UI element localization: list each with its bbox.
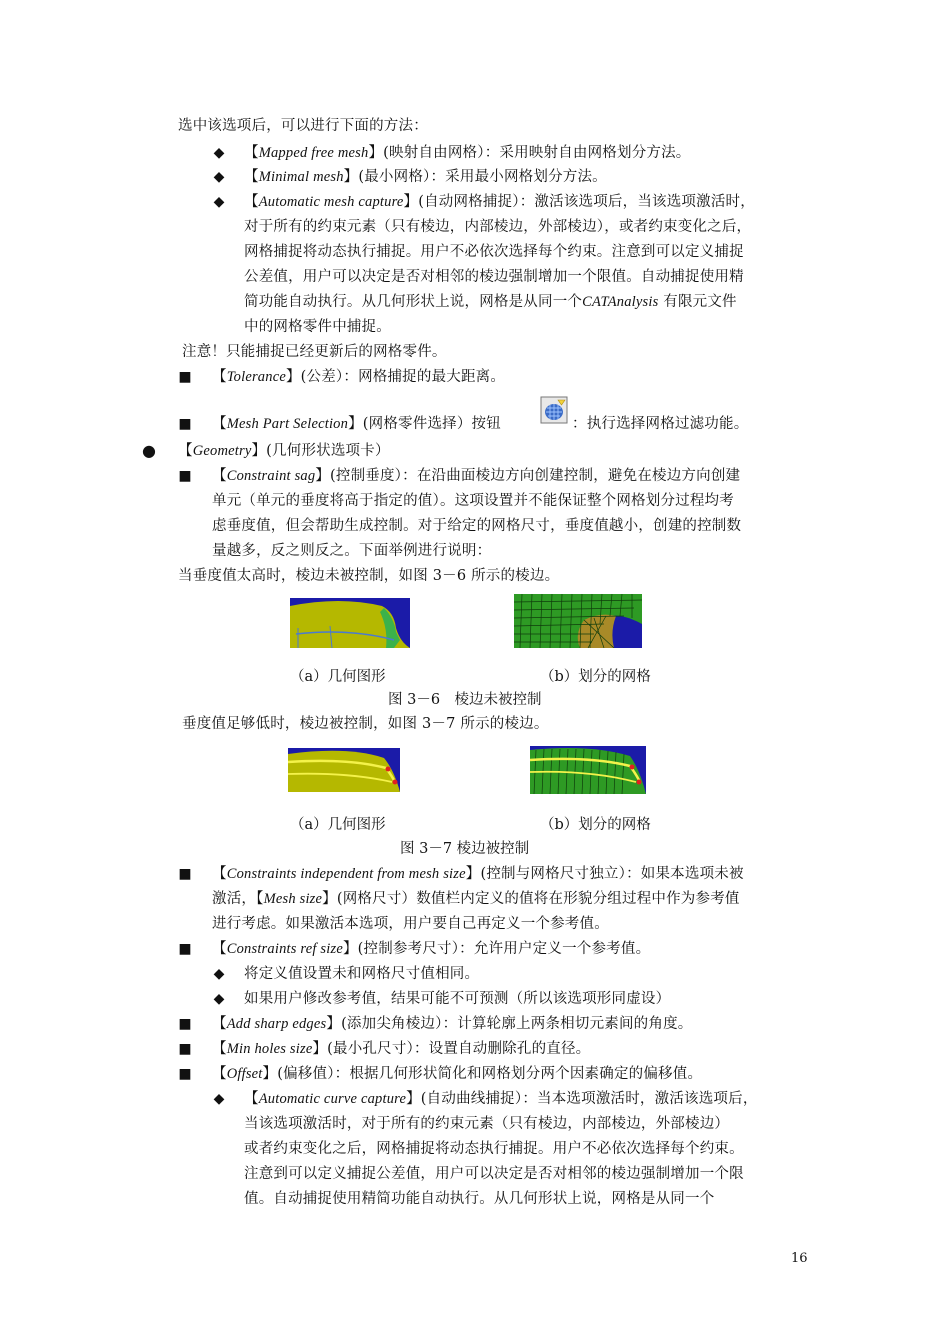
diamond-bullet: ◆ [213, 966, 225, 982]
text-line-21: 激活，【Mesh size】(网格尺寸）数值栏内定义的值将在形貌分组过程中作为参考值 [212, 891, 740, 907]
text-line-9: 中的网格零件中捕捉。 [244, 319, 391, 335]
option-automatic-mesh-capture: 【Automatic mesh capture】(自动网格捕捉）：激活该选项后，当该选项激活时， [244, 194, 755, 210]
figure-3-7a-caption: （a）几何图形 [290, 817, 386, 833]
mesh-part-selection-desc: ：执行选择网格过滤功能。 [572, 416, 749, 432]
diamond-bullet: ◆ [213, 169, 225, 185]
option-mapped-free-mesh: 【Mapped free mesh】(映射自由网格）：采用映射自由网格划分方法。 [244, 145, 691, 161]
text-line-22: 进行考虑。如果激活本选项，用户要自己再定义一个参考值。 [212, 916, 609, 932]
text-line-5: 对于所有的约束元素（只有棱边，内部棱边，外部棱边），或者约束变化之后， [244, 219, 752, 235]
figure-3-6b-caption: （b）划分的网格 [540, 669, 651, 685]
text-line-33: 值。自动捕捉使用精简功能自动执行。从几何形状上说，网格是从同一个 [244, 1191, 715, 1207]
square-bullet: ■ [178, 1066, 192, 1082]
text-line-15: 单元（单元的垂度将高于指定的值）。这项设置并不能保证整个网格划分过程均考 [212, 493, 734, 509]
mesh-part-selection-icon [540, 396, 566, 422]
text-line-17: 量越多，反之则反之。下面举例进行说明： [212, 543, 492, 559]
geometry-tab-heading: 【Geometry】(几何形状选项卡） [178, 443, 390, 459]
option-offset: 【Offset】(偏移值）：根据几何形状简化和网格划分两个因素确定的偏移值。 [212, 1066, 703, 1082]
option-mesh-part-selection: 【Mesh Part Selection】(网格零件选择）按钮 [212, 416, 501, 432]
square-bullet: ■ [178, 1041, 192, 1057]
square-bullet: ■ [178, 866, 192, 882]
square-bullet: ■ [178, 416, 192, 432]
option-add-sharp-edges: 【Add sharp edges】(添加尖角棱边）：计算轮廓上两条相切元素间的角度。 [212, 1016, 693, 1032]
figure-3-6a-caption: （a）几何图形 [290, 669, 386, 685]
text-line-1: 选中该选项后，可以进行下面的方法： [178, 118, 428, 134]
page-number: 16 [791, 1251, 808, 1266]
square-bullet: ■ [178, 468, 192, 484]
text-line-18: 当垂度值太高时，棱边未被控制，如图 3－6 所示的棱边。 [178, 568, 560, 584]
text-line-25: 如果用户修改参考值，结果可能不可预测（所以该选项形同虚设） [244, 991, 671, 1007]
text-line-6: 网格捕捉将动态执行捕捉。用户不必依次选择每个约束。注意到可以定义捕捉 [244, 244, 744, 260]
figure-3-6-title: 图 3－6 棱边未被控制 [388, 692, 542, 708]
option-constraint-sag: 【Constraint sag】(控制垂度）：在沿曲面棱边方向创建控制，避免在棱边方向创建 [212, 468, 741, 484]
figure-3-6b-mesh [514, 594, 642, 648]
option-tolerance: 【Tolerance】(公差）：网格捕捉的最大距离。 [212, 369, 506, 385]
figure-3-6a-geometry [290, 598, 410, 648]
square-bullet: ■ [178, 941, 192, 957]
diamond-bullet: ◆ [213, 1091, 225, 1107]
text-line-16: 虑垂度值，但会帮助生成控制。对于给定的网格尺寸，垂度值越小，创建的控制数 [212, 518, 742, 534]
figure-3-7b-caption: （b）划分的网格 [540, 817, 651, 833]
diamond-bullet: ◆ [213, 991, 225, 1007]
option-automatic-curve-capture: 【Automatic curve capture】(自动曲线捕捉）：当本选项激活时，激活该选项后， [244, 1091, 758, 1107]
diamond-bullet: ◆ [213, 194, 225, 210]
option-constraints-independent: 【Constraints independent from mesh size】(控制与网格尺寸独立）：如果本选项未被 [212, 866, 744, 882]
note-line: 注意！只能捕捉已经更新后的网格零件。 [182, 344, 447, 360]
option-minimal-mesh: 【Minimal mesh】(最小网格）：采用最小网格划分方法。 [244, 169, 607, 185]
figure-3-7b-mesh [530, 746, 646, 794]
option-min-holes-size: 【Min holes size】(最小孔尺寸）：设置自动删除孔的直径。 [212, 1041, 591, 1057]
text-line-24: 将定义值设置未和网格尺寸值相同。 [244, 966, 480, 982]
square-bullet: ■ [178, 1016, 192, 1032]
square-bullet: ■ [178, 369, 192, 385]
text-line-8: 简功能自动执行。从几何形状上说，网格是从同一个CATAnalysis 有限元文件 [244, 294, 737, 310]
text-line-32: 注意到可以定义捕捉公差值，用户可以决定是否对相邻的棱边强制增加一个限 [244, 1166, 744, 1182]
diamond-bullet: ◆ [213, 145, 225, 161]
text-line-7: 公差值，用户可以决定是否对相邻的棱边强制增加一个限值。自动捕捉使用精 [244, 269, 744, 285]
text-line-19: 垂度值足够低时，棱边被控制，如图 3－7 所示的棱边。 [182, 716, 549, 732]
figure-3-7-title: 图 3－7 棱边被控制 [400, 841, 530, 857]
text-line-31: 或者约束变化之后，网格捕捉将动态执行捕捉。用户不必依次选择每个约束。 [244, 1141, 744, 1157]
option-constraints-ref-size: 【Constraints ref size】(控制参考尺寸）：允许用户定义一个参考值。 [212, 941, 651, 957]
dot-bullet: ● [142, 441, 156, 460]
text-line-30: 当该选项激活时，对于所有的约束元素（只有棱边，内部棱边，外部棱边） [244, 1116, 730, 1132]
figure-3-7a-geometry [288, 748, 400, 792]
